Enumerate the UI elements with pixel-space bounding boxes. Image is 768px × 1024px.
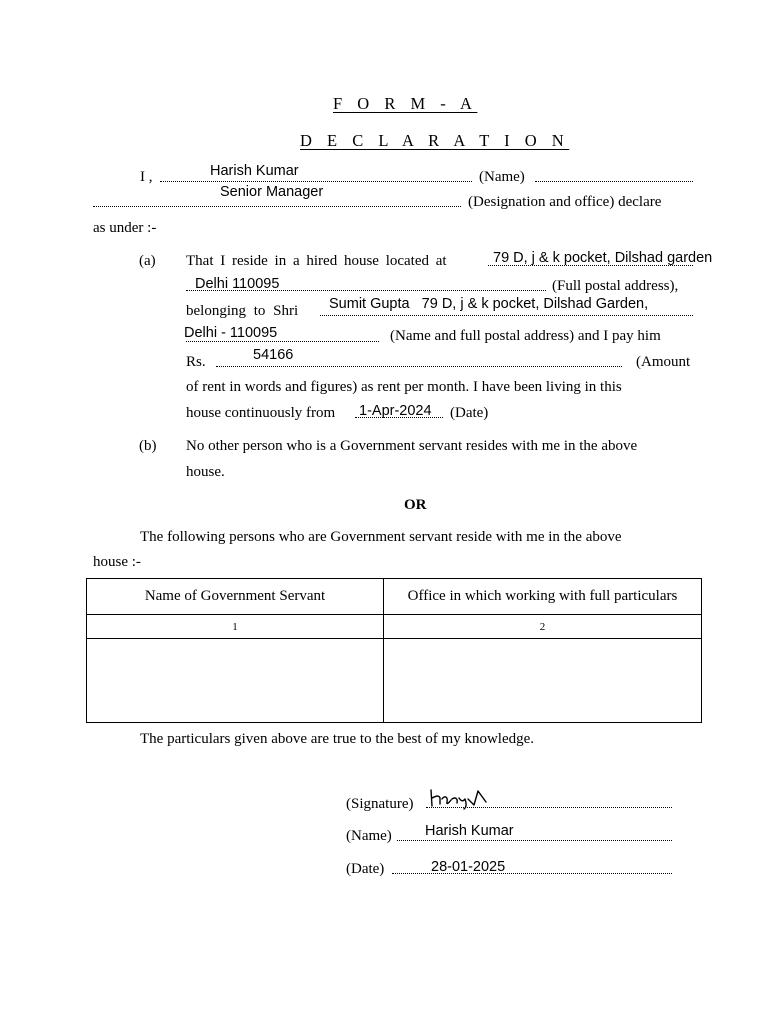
table-number-2: 2 — [384, 615, 702, 639]
table-number-1: 1 — [87, 615, 384, 639]
item-a-marker: (a) — [139, 253, 156, 269]
name-value[interactable]: Harish Kumar — [210, 163, 299, 179]
address-value-1[interactable]: 79 D, j & k pocket, Dilshad garden — [493, 250, 713, 266]
item-b-line2: house. — [186, 464, 225, 480]
table-cell-office[interactable] — [384, 639, 702, 723]
rent-dotted-line — [216, 366, 622, 367]
handwritten-signature-icon — [428, 786, 524, 810]
true-statement: The particulars given above are true to the best of my knowledge. — [140, 731, 535, 747]
designation-value[interactable]: Senior Manager — [220, 184, 324, 200]
owner-value-2[interactable]: Delhi - 110095 — [184, 325, 278, 341]
address-value-2[interactable]: Delhi 110095 — [195, 276, 280, 292]
house-text: house continuously from — [186, 405, 336, 421]
or-label: OR — [404, 497, 427, 513]
belonging-label: belonging to Shri — [186, 303, 299, 319]
declaration-title: D E C L A R A T I O N — [300, 131, 570, 150]
sig-name-value[interactable]: Harish Kumar — [425, 823, 514, 839]
item-a-text: That I reside in a hired house located at — [186, 253, 447, 269]
as-under-text: as under :- — [93, 220, 157, 236]
table-cell-name[interactable] — [87, 639, 384, 723]
rent-value[interactable]: 54166 — [253, 347, 294, 363]
sig-name-dotted-line — [397, 840, 672, 841]
item-b-line1: No other person who is a Government servant resides with me in the above — [186, 438, 638, 454]
amount-label: (Amount — [636, 354, 691, 370]
owner-label: (Name and full postal address) and I pay him — [390, 328, 661, 344]
since-date-value[interactable]: 1-Apr-2024 — [359, 403, 432, 419]
name-trailing-dotted-line — [535, 181, 693, 182]
table-header-name: Name of Government Servant — [87, 579, 384, 615]
sig-name-label: (Name) — [346, 828, 392, 844]
name-label: (Name) — [479, 169, 525, 185]
designation-dotted-line — [93, 206, 461, 207]
address-label: (Full postal address), — [552, 278, 679, 294]
sig-date-label: (Date) — [346, 861, 385, 877]
signature-label: (Signature) — [346, 796, 414, 812]
following-line1: The following persons who are Government servant reside with me in the above — [140, 529, 622, 545]
designation-label: (Designation and office) declare — [468, 194, 662, 210]
rent-text: of rent in words and figures) as rent per month. I have been living in this — [186, 379, 622, 395]
sig-date-value[interactable]: 28-01-2025 — [431, 859, 506, 875]
owner-value[interactable]: Sumit Gupta 79 D, j & k pocket, Dilshad Garden, — [329, 296, 649, 312]
following-line2: house :- — [93, 554, 141, 570]
table-number-row — [87, 615, 702, 639]
rs-label: Rs. — [186, 354, 206, 370]
date-label: (Date) — [450, 405, 489, 421]
table-header-row — [87, 579, 702, 615]
owner-dotted-line — [320, 315, 693, 316]
form-title: F O R M - A — [333, 94, 478, 113]
owner-dotted-line-2 — [186, 341, 379, 342]
name-dotted-line — [160, 181, 472, 182]
table-row — [87, 639, 702, 723]
table-header-office: Office in which working with full particulars — [384, 579, 702, 615]
item-b-marker: (b) — [139, 438, 157, 454]
line1-prefix: I , — [140, 169, 153, 185]
government-servants-table — [86, 578, 702, 723]
